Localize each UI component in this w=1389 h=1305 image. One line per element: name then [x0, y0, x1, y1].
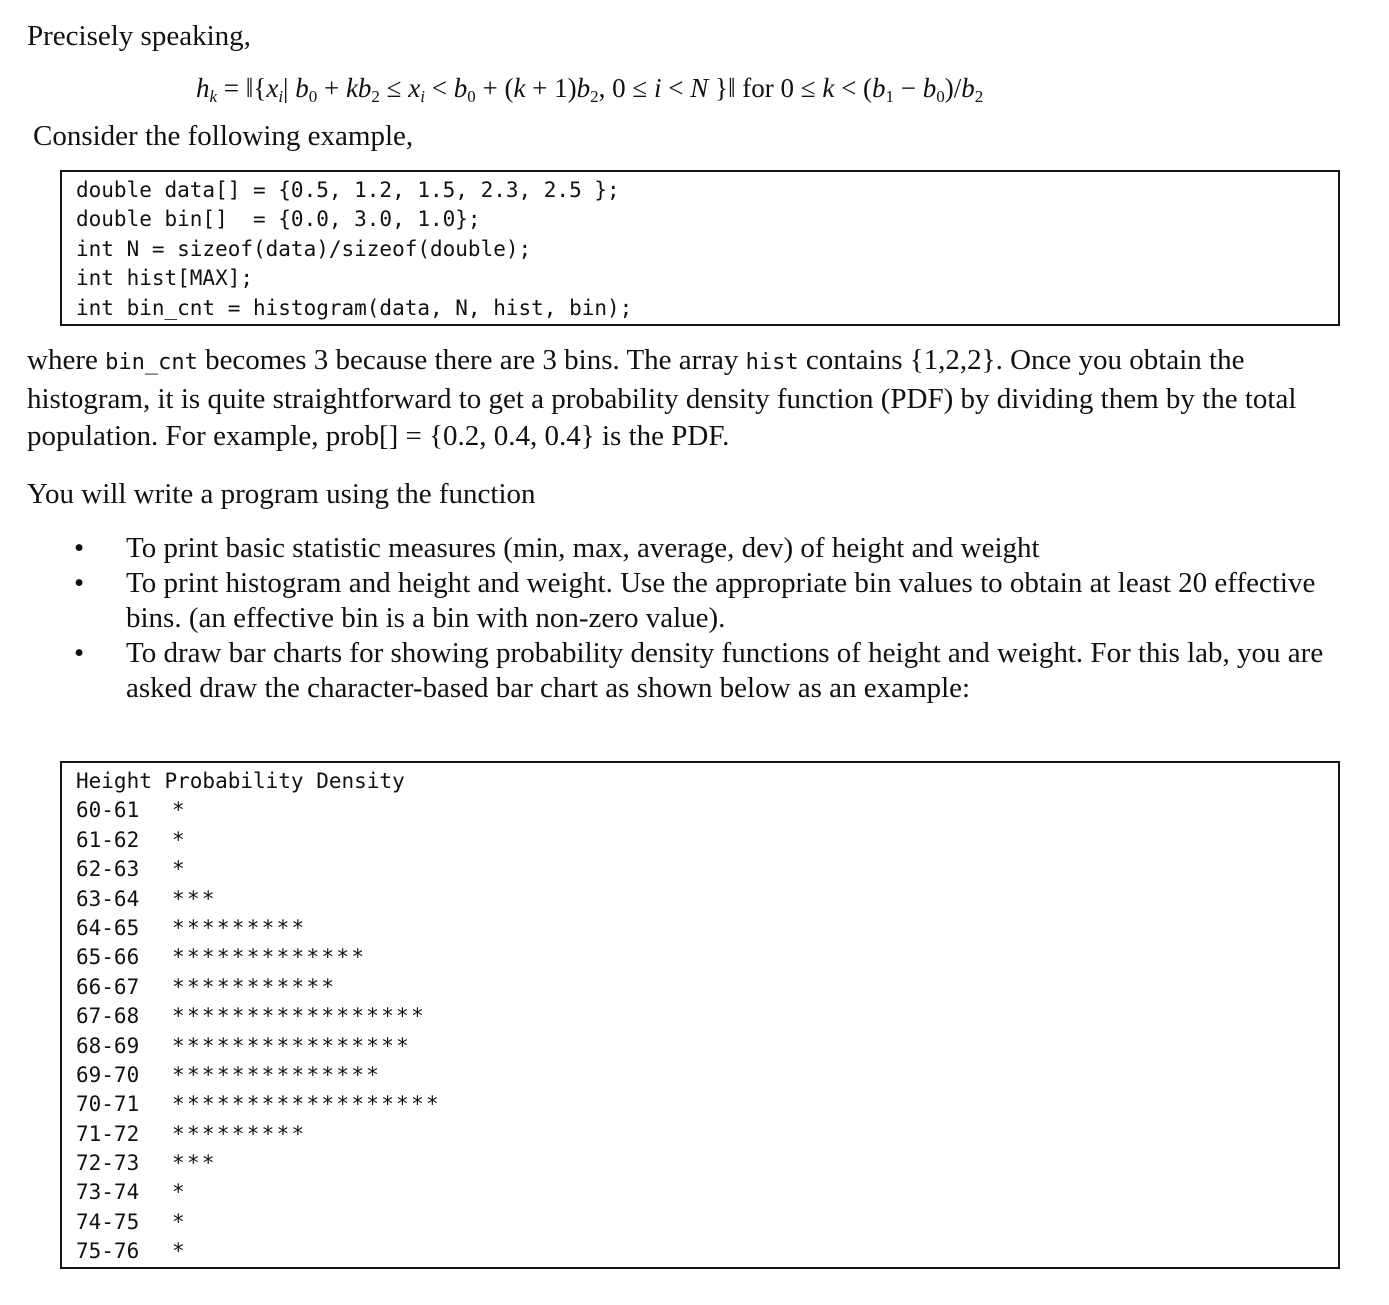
chart-row — [76, 855, 1338, 884]
chart-rows — [76, 796, 1338, 1266]
density-bar: ****************** — [172, 1092, 441, 1117]
bullet-icon: • — [74, 532, 85, 564]
chart-title: Height Probability Density — [76, 769, 405, 793]
bin-label: 64-65 — [76, 915, 140, 940]
density-bar: *********** — [172, 974, 337, 999]
bin-label: 62-63 — [76, 857, 140, 882]
bin-label: 72-73 — [76, 1151, 140, 1176]
chart-row — [76, 1237, 1338, 1266]
bin-label: 63-64 — [76, 886, 140, 911]
density-bar: ************* — [172, 945, 367, 970]
chart-row — [76, 943, 1338, 972]
bin-label: 67-68 — [76, 1004, 140, 1029]
task-list — [72, 531, 1332, 706]
density-bar: ********* — [172, 915, 307, 940]
density-bar: ************** — [172, 1062, 382, 1087]
task-item: • To draw bar charts for showing probability density functions of height and weight. For this lab, you are asked draw the character-based bar chart as shown below as an example: — [74, 637, 1324, 704]
density-bar: *** — [172, 1151, 217, 1176]
example-label: Consider the following example, — [33, 120, 414, 152]
density-bar: * — [172, 1209, 187, 1234]
code-line: int bin_cnt = histogram(data, N, hist, bin); — [76, 295, 633, 320]
height-pdf-chart — [60, 761, 1340, 1269]
chart-row — [76, 914, 1338, 943]
chart-row — [76, 1149, 1338, 1178]
chart-row — [76, 885, 1338, 914]
bin-label: 65-66 — [76, 945, 140, 970]
density-bar: *** — [172, 886, 217, 911]
chart-row — [76, 973, 1338, 1002]
bullet-icon: • — [74, 637, 85, 669]
code-example-box — [60, 170, 1340, 326]
chart-row — [76, 1178, 1338, 1207]
task-item: • To print histogram and height and weight. Use the appropriate bin values to obtain at least 20 effective bins. (an effective bin is a bin with non-zero value). — [74, 567, 1316, 634]
bin-label: 66-67 — [76, 974, 140, 999]
chart-row — [76, 1208, 1338, 1237]
bin-label: 60-61 — [76, 798, 140, 823]
chart-row — [76, 1120, 1338, 1149]
bin-label: 68-69 — [76, 1033, 140, 1058]
task-intro: You will write a program using the function — [27, 478, 536, 510]
chart-row — [76, 796, 1338, 825]
density-bar: * — [172, 1180, 187, 1205]
chart-row — [76, 1090, 1338, 1119]
bin-cnt-code: bin_cnt — [105, 350, 198, 375]
chart-row — [76, 1032, 1338, 1061]
density-bar: * — [172, 827, 187, 852]
intro-text: Precisely speaking, — [27, 20, 251, 52]
chart-row — [76, 826, 1338, 855]
code-line: double bin[] = {0.0, 3.0, 1.0}; — [76, 207, 481, 232]
density-bar: ********* — [172, 1121, 307, 1146]
bin-label: 74-75 — [76, 1209, 140, 1234]
bin-label: 61-62 — [76, 827, 140, 852]
code-line: double data[] = {0.5, 1.2, 1.5, 2.3, 2.5 }; — [76, 178, 620, 202]
code-line: int hist[MAX]; — [76, 266, 254, 291]
bullet-icon: • — [74, 567, 85, 599]
density-bar: **************** — [172, 1033, 412, 1058]
density-bar: * — [172, 857, 187, 882]
bin-label: 75-76 — [76, 1239, 140, 1264]
bin-label: 71-72 — [76, 1121, 140, 1146]
density-bar: * — [172, 1239, 187, 1264]
density-bar: ***************** — [172, 1004, 427, 1029]
bin-label: 69-70 — [76, 1062, 140, 1087]
task-item: • To print basic statistic measures (min, max, average, dev) of height and weight — [74, 532, 1040, 564]
hist-code: hist — [745, 350, 799, 375]
explanation-paragraph: where bin_cnt becomes 3 because there are 3 bins. The array hist contains {1,2,2}. Once you obtain the histogram, it is quite straightforward to get a probability density function (PDF) by dividing them by the total population. For example, prob[] = {0.2, 0.4, 0.4} is the PDF. — [27, 344, 1297, 452]
code-line: int N = sizeof(data)/sizeof(double); — [76, 236, 532, 261]
chart-row — [76, 1061, 1338, 1090]
bin-label: 73-74 — [76, 1180, 140, 1205]
density-bar: * — [172, 798, 187, 823]
bin-label: 70-71 — [76, 1092, 140, 1117]
histogram-formula: $h_k$ = $‖\{x_i|$ $b_0 + kb_2 \le x_i < b_0 + (k + 1)b_2$, 0 ≤ i < N }‖ for $0 \le k < (b_1 - b_0)/b_2$ — [196, 73, 984, 106]
chart-row — [76, 1002, 1338, 1031]
